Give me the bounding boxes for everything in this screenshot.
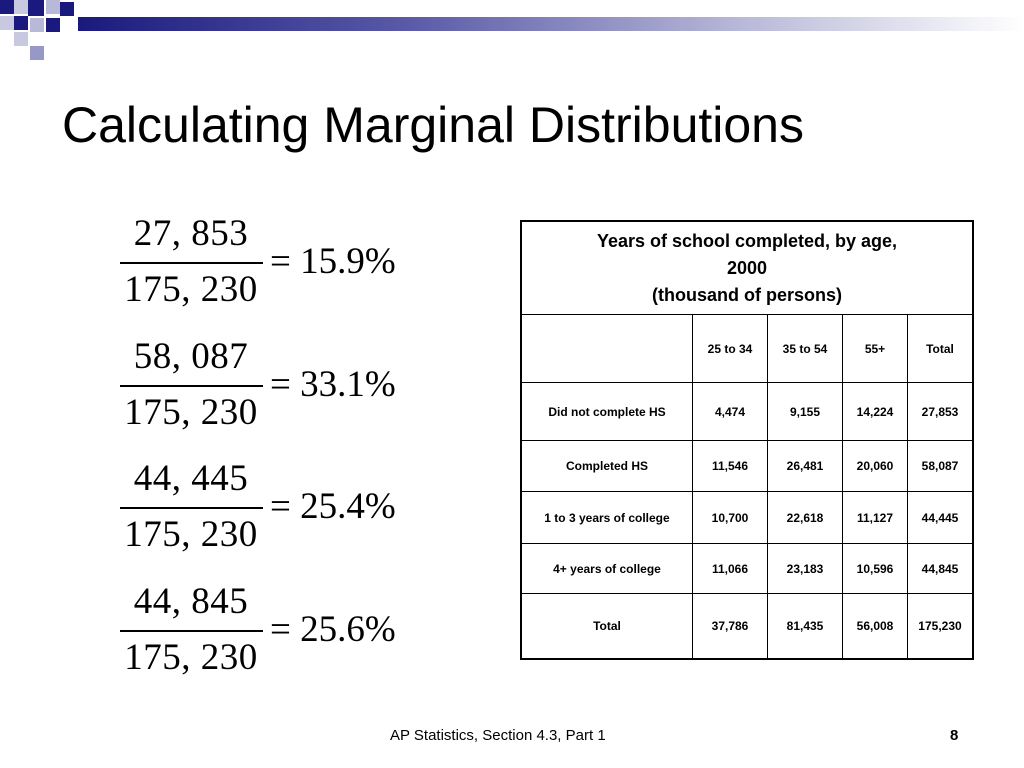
table-row-label: Total xyxy=(521,594,693,660)
table-cell: 27,853 xyxy=(908,383,974,441)
table-cell: 4,474 xyxy=(693,383,768,441)
fraction-denominator: 175, 230 xyxy=(124,392,258,433)
fraction-bar xyxy=(120,507,263,509)
table-row xyxy=(521,383,973,441)
deco-square xyxy=(60,2,74,16)
table-cell: 23,183 xyxy=(768,544,843,594)
fraction-row xyxy=(118,457,448,567)
table-cell: 26,481 xyxy=(768,441,843,492)
deco-square xyxy=(46,18,60,32)
fraction-result: = 15.9% xyxy=(270,241,396,282)
fraction-numerator: 58, 087 xyxy=(133,336,249,377)
table-row-label: 4+ years of college xyxy=(521,544,693,594)
deco-square xyxy=(14,16,28,30)
table-cell: 10,700 xyxy=(693,492,768,544)
fraction-result: = 33.1% xyxy=(270,364,396,405)
deco-square xyxy=(14,32,28,46)
table-cell: 14,224 xyxy=(843,383,908,441)
deco-square xyxy=(0,16,14,30)
table-cell: 44,845 xyxy=(908,544,974,594)
header-gradient-bar xyxy=(78,17,1024,31)
deco-square xyxy=(30,18,44,32)
table-caption xyxy=(521,221,973,315)
slide-footer: AP Statistics, Section 4.3, Part 1 xyxy=(390,727,606,744)
fraction-row xyxy=(118,212,448,322)
page-number: 8 xyxy=(950,727,959,744)
table-cell: 175,230 xyxy=(908,594,974,660)
deco-square xyxy=(14,0,28,14)
fraction-row xyxy=(118,335,448,445)
fraction-denominator: 175, 230 xyxy=(124,514,258,555)
table-row xyxy=(521,441,973,492)
table-cell: 11,546 xyxy=(693,441,768,492)
table-row-label: Did not complete HS xyxy=(521,383,693,441)
deco-square xyxy=(46,0,60,14)
table-cell: 81,435 xyxy=(768,594,843,660)
table-caption-row xyxy=(521,221,973,315)
table-cell: 11,066 xyxy=(693,544,768,594)
deco-square xyxy=(28,0,44,16)
table-header-cell: 55+ xyxy=(843,315,908,383)
table-cell: 20,060 xyxy=(843,441,908,492)
table-row-label: 1 to 3 years of college xyxy=(521,492,693,544)
fraction-bar xyxy=(120,262,263,264)
table-caption-line: (thousand of persons) xyxy=(652,284,842,305)
table-cell: 44,445 xyxy=(908,492,974,544)
deco-square xyxy=(0,0,14,14)
slide-title: Calculating Marginal Distributions xyxy=(62,97,804,153)
fraction-bar xyxy=(120,630,263,632)
fraction-numerator: 44, 445 xyxy=(133,458,249,499)
table-row xyxy=(521,544,973,594)
table-caption-line: 2000 xyxy=(726,257,768,278)
fraction-result: = 25.6% xyxy=(270,609,396,650)
fraction-result: = 25.4% xyxy=(270,486,396,527)
data-table xyxy=(520,220,974,660)
table-header-cell: Total xyxy=(908,315,974,383)
fraction-denominator: 175, 230 xyxy=(124,637,258,678)
table-cell: 9,155 xyxy=(768,383,843,441)
table-cell: 22,618 xyxy=(768,492,843,544)
table-row xyxy=(521,492,973,544)
fraction-numerator: 44, 845 xyxy=(133,581,249,622)
table-row-label: Completed HS xyxy=(521,441,693,492)
table-caption-line: Years of school completed, by age, xyxy=(596,230,898,251)
deco-square xyxy=(30,46,44,60)
table-header-cell: 35 to 54 xyxy=(768,315,843,383)
fraction-denominator: 175, 230 xyxy=(124,269,258,310)
table-cell: 10,596 xyxy=(843,544,908,594)
fraction-bar xyxy=(120,385,263,387)
table-header-cell xyxy=(521,315,693,383)
table-header-row xyxy=(521,315,973,383)
fraction-row xyxy=(118,580,448,690)
table-cell: 56,008 xyxy=(843,594,908,660)
table-total-row xyxy=(521,594,973,660)
table-cell: 58,087 xyxy=(908,441,974,492)
fraction-numerator: 27, 853 xyxy=(133,213,249,254)
table-header-cell: 25 to 34 xyxy=(693,315,768,383)
table-cell: 37,786 xyxy=(693,594,768,660)
table-cell: 11,127 xyxy=(843,492,908,544)
